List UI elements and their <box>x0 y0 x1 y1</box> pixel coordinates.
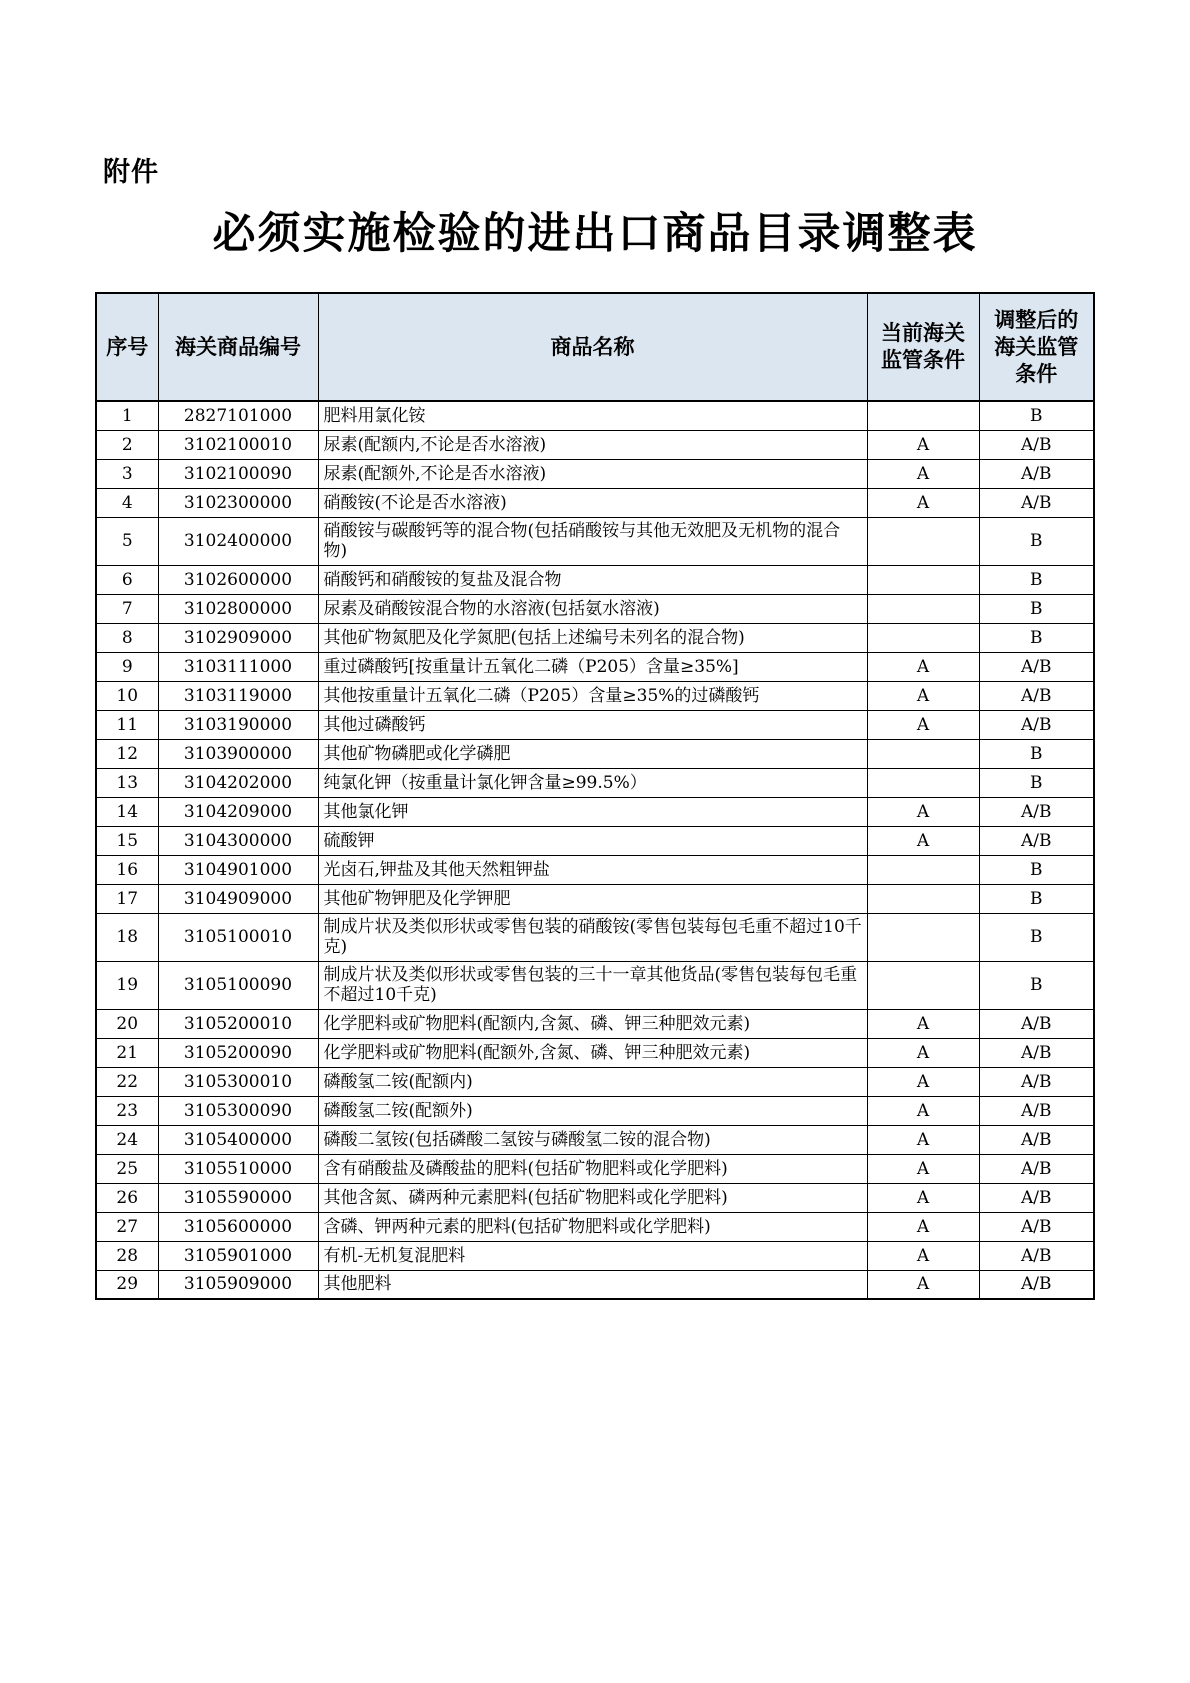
adjusted-condition: A/B <box>979 826 1094 855</box>
row-number: 27 <box>96 1212 158 1241</box>
table-row <box>96 739 1094 768</box>
current-condition <box>867 913 979 961</box>
hs-code: 3105590000 <box>158 1183 318 1212</box>
table-row <box>96 884 1094 913</box>
adjusted-condition: A/B <box>979 1009 1094 1038</box>
hs-code: 3105909000 <box>158 1270 318 1299</box>
current-condition <box>867 961 979 1009</box>
commodity-name: 磷酸二氢铵(包括磷酸二氢铵与磷酸氢二铵的混合物) <box>318 1125 867 1154</box>
commodity-name: 磷酸氢二铵(配额外) <box>318 1096 867 1125</box>
current-condition <box>867 884 979 913</box>
table-row <box>96 1154 1094 1183</box>
hs-code: 3102300000 <box>158 488 318 517</box>
current-condition: A <box>867 797 979 826</box>
adjusted-condition: A/B <box>979 1067 1094 1096</box>
row-number: 12 <box>96 739 158 768</box>
current-condition: A <box>867 710 979 739</box>
hs-code: 3104909000 <box>158 884 318 913</box>
adjusted-condition: B <box>979 913 1094 961</box>
hs-code: 3104202000 <box>158 768 318 797</box>
table-row <box>96 401 1094 430</box>
attachment-label: 附件 <box>103 157 159 188</box>
table-row <box>96 797 1094 826</box>
table-row <box>96 1212 1094 1241</box>
current-condition: A <box>867 826 979 855</box>
hs-code: 3103900000 <box>158 739 318 768</box>
adjusted-condition: B <box>979 855 1094 884</box>
commodity-name: 其他按重量计五氧化二磷（P205）含量≥35%的过磷酸钙 <box>318 681 867 710</box>
commodity-name: 其他矿物氮肥及化学氮肥(包括上述编号未列名的混合物) <box>318 623 867 652</box>
row-number: 10 <box>96 681 158 710</box>
commodity-name: 制成片状及类似形状或零售包装的三十一章其他货品(零售包装每包毛重不超过10千克) <box>318 961 867 1009</box>
current-condition <box>867 565 979 594</box>
table-row <box>96 652 1094 681</box>
row-number: 6 <box>96 565 158 594</box>
adjusted-condition: A/B <box>979 797 1094 826</box>
table-row <box>96 768 1094 797</box>
adjusted-condition: A/B <box>979 1241 1094 1270</box>
table-row <box>96 1125 1094 1154</box>
current-condition: A <box>867 488 979 517</box>
table-row <box>96 430 1094 459</box>
row-number: 19 <box>96 961 158 1009</box>
table-row <box>96 913 1094 961</box>
commodity-name: 化学肥料或矿物肥料(配额内,含氮、磷、钾三种肥效元素) <box>318 1009 867 1038</box>
adjusted-condition: B <box>979 594 1094 623</box>
row-number: 8 <box>96 623 158 652</box>
row-number: 23 <box>96 1096 158 1125</box>
adjusted-condition: A/B <box>979 1038 1094 1067</box>
table-row <box>96 623 1094 652</box>
current-condition: A <box>867 1183 979 1212</box>
current-condition <box>867 517 979 565</box>
table-row <box>96 1009 1094 1038</box>
hs-code: 3105901000 <box>158 1241 318 1270</box>
current-condition <box>867 768 979 797</box>
row-number: 24 <box>96 1125 158 1154</box>
commodity-name: 化学肥料或矿物肥料(配额外,含氮、磷、钾三种肥效元素) <box>318 1038 867 1067</box>
adjusted-condition: B <box>979 401 1094 430</box>
hs-code: 3102400000 <box>158 517 318 565</box>
table-header-row <box>96 293 1094 401</box>
col-header-no: 序号 <box>96 293 158 401</box>
adjusted-condition: A/B <box>979 488 1094 517</box>
table-row <box>96 681 1094 710</box>
table-row <box>96 710 1094 739</box>
adjusted-condition: A/B <box>979 430 1094 459</box>
hs-code: 2827101000 <box>158 401 318 430</box>
current-condition: A <box>867 1212 979 1241</box>
current-condition: A <box>867 1154 979 1183</box>
table-row <box>96 855 1094 884</box>
hs-code: 3103111000 <box>158 652 318 681</box>
commodity-name: 光卤石,钾盐及其他天然粗钾盐 <box>318 855 867 884</box>
hs-code: 3105400000 <box>158 1125 318 1154</box>
current-condition: A <box>867 1125 979 1154</box>
adjusted-condition: A/B <box>979 1096 1094 1125</box>
hs-code: 3102909000 <box>158 623 318 652</box>
row-number: 2 <box>96 430 158 459</box>
table-row <box>96 1096 1094 1125</box>
row-number: 15 <box>96 826 158 855</box>
adjusted-condition: A/B <box>979 459 1094 488</box>
commodity-name: 制成片状及类似形状或零售包装的硝酸铵(零售包装每包毛重不超过10千克) <box>318 913 867 961</box>
adjusted-condition: A/B <box>979 652 1094 681</box>
commodity-name: 含磷、钾两种元素的肥料(包括矿物肥料或化学肥料) <box>318 1212 867 1241</box>
commodity-name: 其他肥料 <box>318 1270 867 1299</box>
adjusted-condition: A/B <box>979 1270 1094 1299</box>
commodity-name: 含有硝酸盐及磷酸盐的肥料(包括矿物肥料或化学肥料) <box>318 1154 867 1183</box>
commodity-name: 磷酸氢二铵(配额内) <box>318 1067 867 1096</box>
page-title: 必须实施检验的进出口商品目录调整表 <box>212 209 978 259</box>
col-header-name: 商品名称 <box>318 293 867 401</box>
table-row <box>96 459 1094 488</box>
adjusted-condition: A/B <box>979 681 1094 710</box>
hs-code: 3105100010 <box>158 913 318 961</box>
current-condition <box>867 623 979 652</box>
adjusted-condition: B <box>979 884 1094 913</box>
row-number: 29 <box>96 1270 158 1299</box>
commodity-table <box>95 292 1095 1300</box>
hs-code: 3104209000 <box>158 797 318 826</box>
row-number: 16 <box>96 855 158 884</box>
table-row <box>96 1241 1094 1270</box>
commodity-name: 其他氯化钾 <box>318 797 867 826</box>
adjusted-condition: B <box>979 768 1094 797</box>
row-number: 26 <box>96 1183 158 1212</box>
hs-code: 3102600000 <box>158 565 318 594</box>
current-condition <box>867 739 979 768</box>
commodity-name: 其他矿物磷肥或化学磷肥 <box>318 739 867 768</box>
row-number: 25 <box>96 1154 158 1183</box>
commodity-name: 纯氯化钾（按重量计氯化钾含量≥99.5%） <box>318 768 867 797</box>
current-condition <box>867 594 979 623</box>
commodity-name: 硫酸钾 <box>318 826 867 855</box>
current-condition: A <box>867 1270 979 1299</box>
hs-code: 3105300010 <box>158 1067 318 1096</box>
adjusted-condition: A/B <box>979 1212 1094 1241</box>
adjusted-condition: B <box>979 961 1094 1009</box>
commodity-name: 尿素及硝酸铵混合物的水溶液(包括氨水溶液) <box>318 594 867 623</box>
commodity-name: 硝酸铵(不论是否水溶液) <box>318 488 867 517</box>
hs-code: 3105100090 <box>158 961 318 1009</box>
hs-code: 3105200010 <box>158 1009 318 1038</box>
current-condition: A <box>867 1067 979 1096</box>
current-condition: A <box>867 459 979 488</box>
table-row <box>96 1183 1094 1212</box>
row-number: 11 <box>96 710 158 739</box>
current-condition <box>867 855 979 884</box>
commodity-name: 硝酸钙和硝酸铵的复盐及混合物 <box>318 565 867 594</box>
adjusted-condition: B <box>979 517 1094 565</box>
row-number: 22 <box>96 1067 158 1096</box>
hs-code: 3102100010 <box>158 430 318 459</box>
adjusted-condition: A/B <box>979 1125 1094 1154</box>
row-number: 9 <box>96 652 158 681</box>
current-condition: A <box>867 1038 979 1067</box>
table-row <box>96 488 1094 517</box>
table-row <box>96 594 1094 623</box>
table-row <box>96 1067 1094 1096</box>
commodity-name: 其他含氮、磷两种元素肥料(包括矿物肥料或化学肥料) <box>318 1183 867 1212</box>
commodity-name: 其他矿物钾肥及化学钾肥 <box>318 884 867 913</box>
adjusted-condition: A/B <box>979 710 1094 739</box>
current-condition: A <box>867 681 979 710</box>
col-header-current: 当前海关监管条件 <box>867 293 979 401</box>
row-number: 5 <box>96 517 158 565</box>
current-condition: A <box>867 1096 979 1125</box>
row-number: 28 <box>96 1241 158 1270</box>
current-condition: A <box>867 652 979 681</box>
hs-code: 3105300090 <box>158 1096 318 1125</box>
hs-code: 3104901000 <box>158 855 318 884</box>
hs-code: 3105600000 <box>158 1212 318 1241</box>
hs-code: 3102800000 <box>158 594 318 623</box>
table-row <box>96 826 1094 855</box>
col-header-adjusted: 调整后的海关监管条件 <box>979 293 1094 401</box>
commodity-name: 肥料用氯化铵 <box>318 401 867 430</box>
current-condition: A <box>867 1009 979 1038</box>
hs-code: 3103119000 <box>158 681 318 710</box>
adjusted-condition: B <box>979 565 1094 594</box>
col-header-code: 海关商品编号 <box>158 293 318 401</box>
row-number: 13 <box>96 768 158 797</box>
hs-code: 3105510000 <box>158 1154 318 1183</box>
row-number: 18 <box>96 913 158 961</box>
current-condition <box>867 401 979 430</box>
adjusted-condition: B <box>979 739 1094 768</box>
commodity-name: 有机-无机复混肥料 <box>318 1241 867 1270</box>
table-row <box>96 517 1094 565</box>
current-condition: A <box>867 430 979 459</box>
table-row <box>96 565 1094 594</box>
hs-code: 3102100090 <box>158 459 318 488</box>
commodity-name: 重过磷酸钙[按重量计五氧化二磷（P205）含量≥35%] <box>318 652 867 681</box>
adjusted-condition: A/B <box>979 1154 1094 1183</box>
adjusted-condition: A/B <box>979 1183 1094 1212</box>
row-number: 20 <box>96 1009 158 1038</box>
current-condition: A <box>867 1241 979 1270</box>
row-number: 17 <box>96 884 158 913</box>
table-row <box>96 1270 1094 1299</box>
commodity-name: 尿素(配额外,不论是否水溶液) <box>318 459 867 488</box>
commodity-name: 硝酸铵与碳酸钙等的混合物(包括硝酸铵与其他无效肥及无机物的混合物) <box>318 517 867 565</box>
commodity-name: 其他过磷酸钙 <box>318 710 867 739</box>
adjusted-condition: B <box>979 623 1094 652</box>
hs-code: 3105200090 <box>158 1038 318 1067</box>
hs-code: 3104300000 <box>158 826 318 855</box>
table-row <box>96 961 1094 1009</box>
row-number: 21 <box>96 1038 158 1067</box>
row-number: 14 <box>96 797 158 826</box>
row-number: 1 <box>96 401 158 430</box>
hs-code: 3103190000 <box>158 710 318 739</box>
row-number: 7 <box>96 594 158 623</box>
table-row <box>96 1038 1094 1067</box>
row-number: 4 <box>96 488 158 517</box>
row-number: 3 <box>96 459 158 488</box>
commodity-name: 尿素(配额内,不论是否水溶液) <box>318 430 867 459</box>
